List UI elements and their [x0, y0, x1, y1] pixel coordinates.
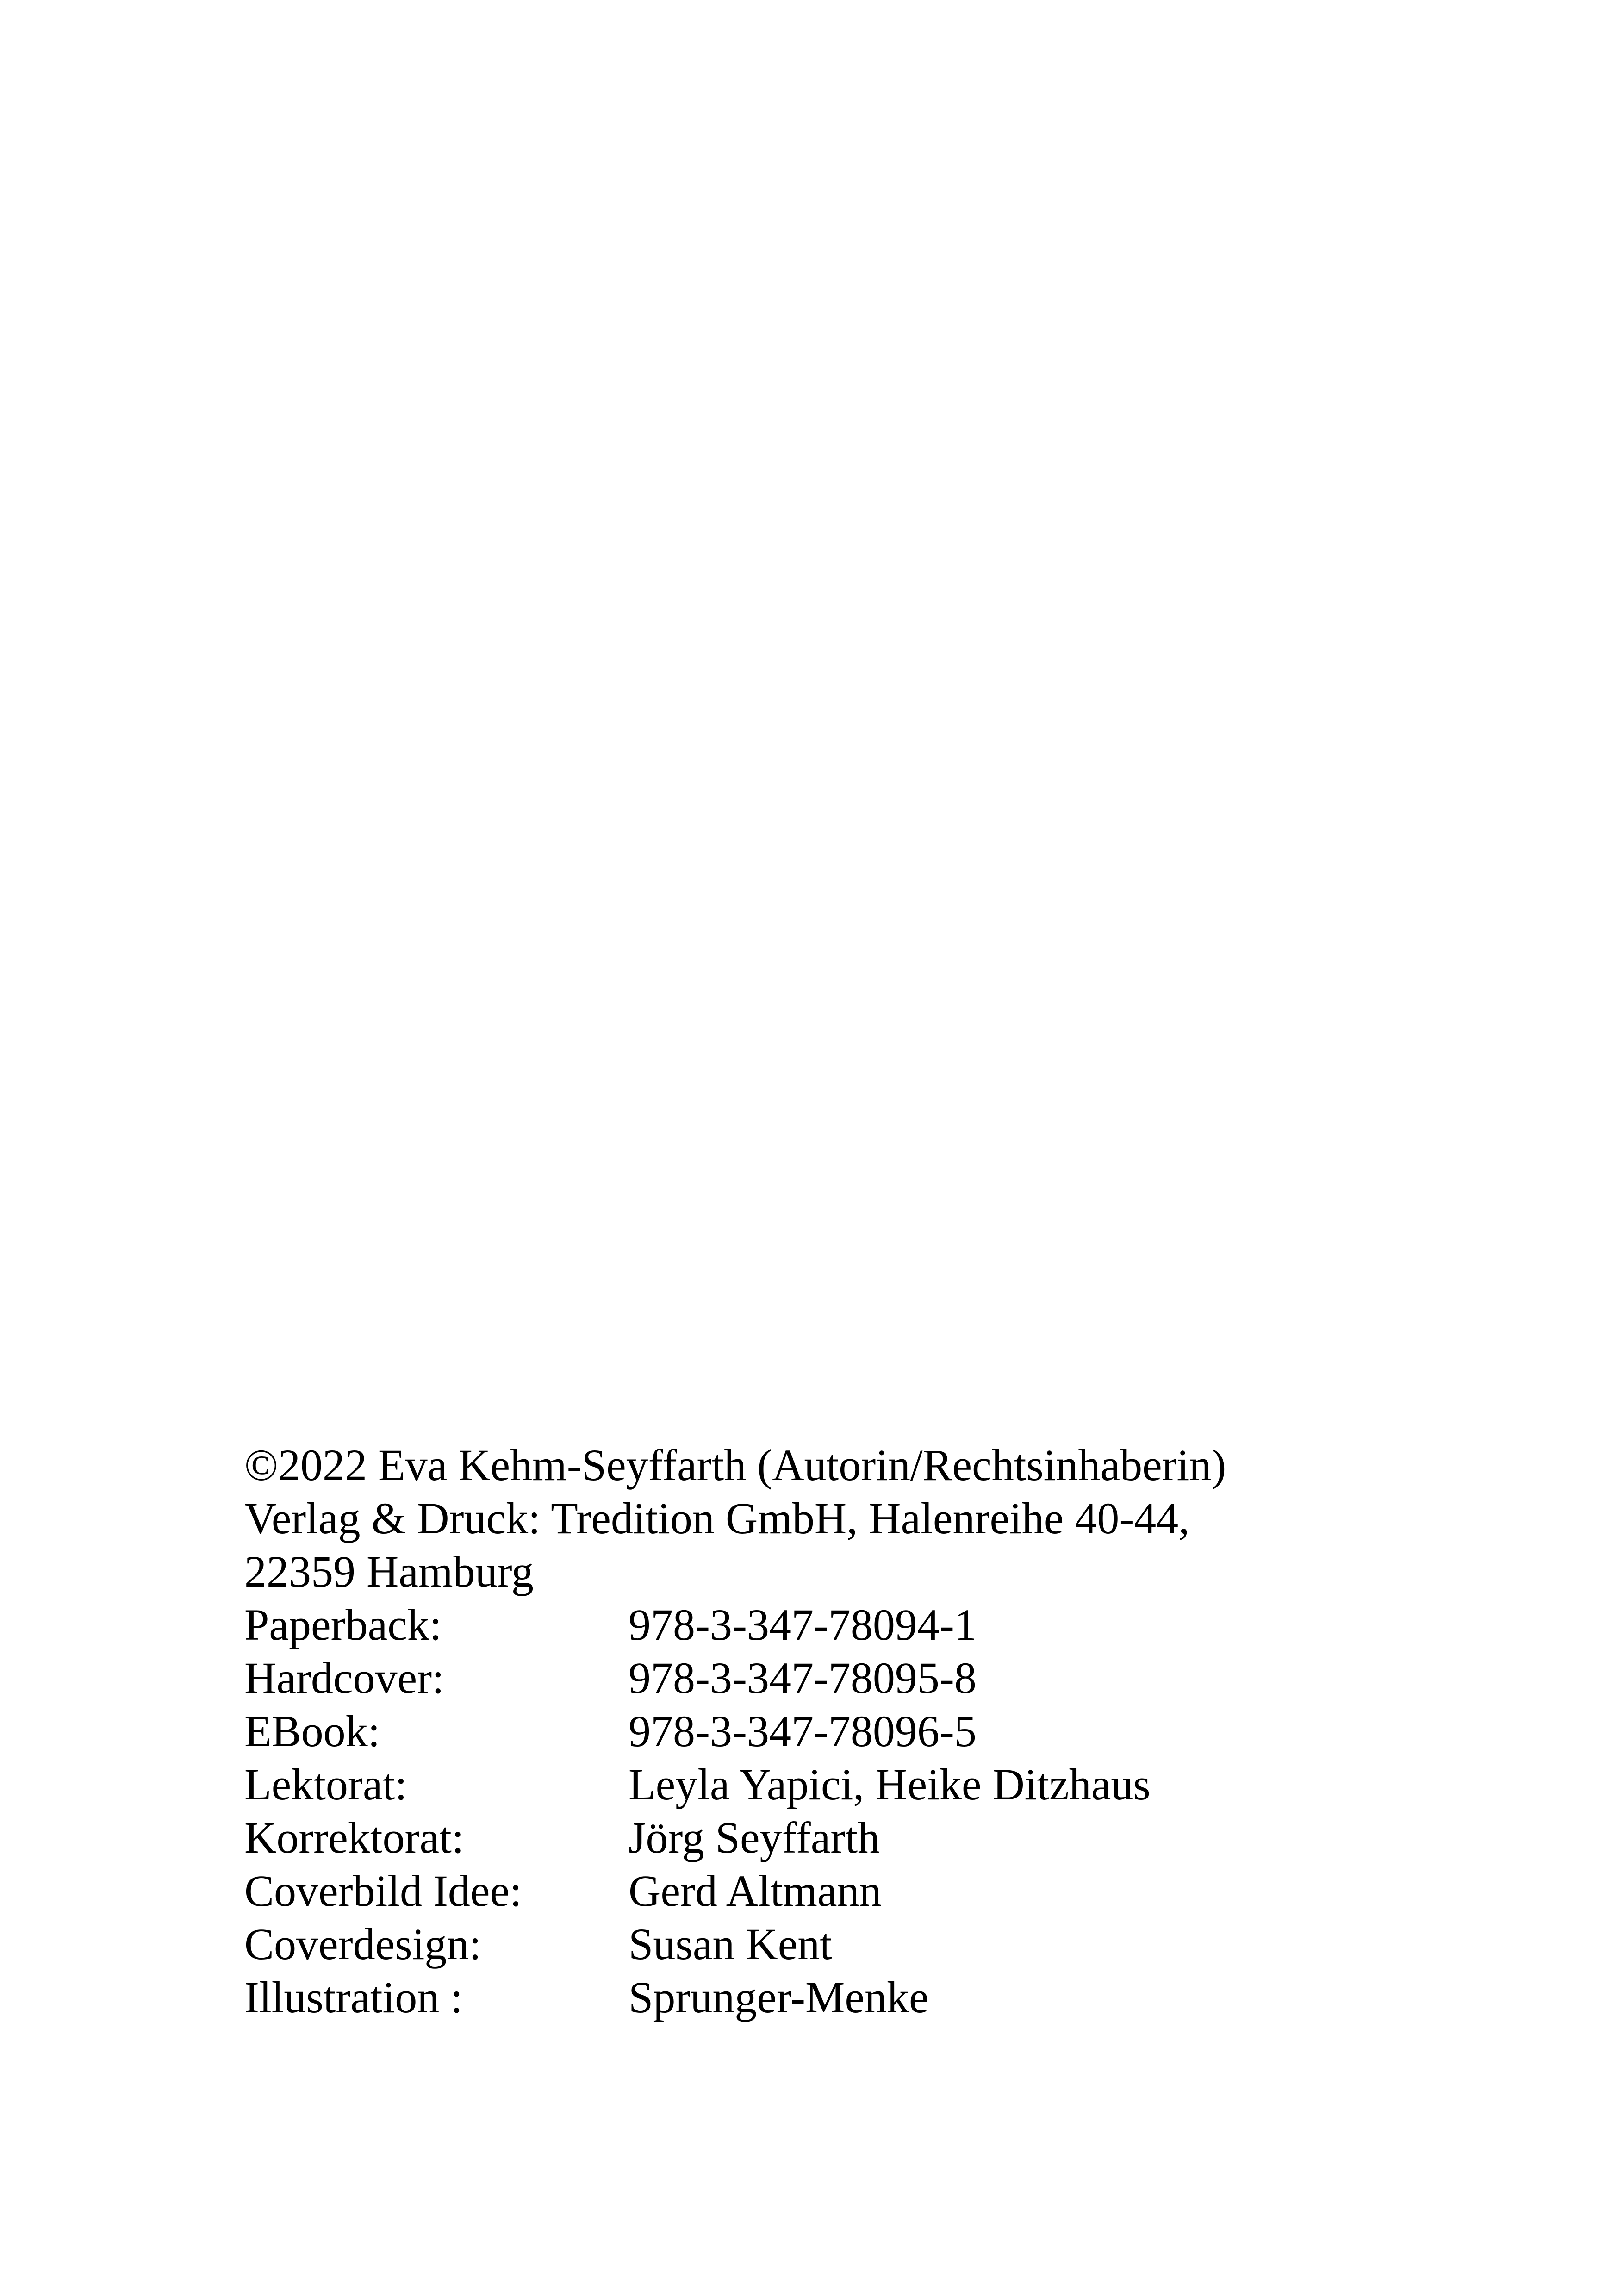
detail-value: 978-3-347-78094-1: [629, 1600, 977, 1649]
detail-value: Jörg Seyffarth: [629, 1813, 880, 1862]
detail-value: 978-3-347-78096-5: [629, 1706, 977, 1756]
detail-label: EBook:: [244, 1706, 380, 1756]
detail-label: Coverdesign:: [244, 1919, 481, 1969]
detail-label: Hardcover:: [244, 1653, 444, 1703]
detail-label: Korrektorat:: [244, 1813, 464, 1862]
detail-value: Gerd Altmann: [629, 1866, 882, 1916]
publisher-line: Verlag & Druck: Tredition GmbH, Halenreihe 40-44,: [244, 1493, 1190, 1543]
copyright-line: ©2022 Eva Kehm-Seyffarth (Autorin/Rechtsinhaberin): [244, 1440, 1226, 1490]
detail-label: Paperback:: [244, 1600, 442, 1649]
publisher-address-line: 22359 Hamburg: [244, 1547, 534, 1596]
detail-value: 978-3-347-78095-8: [629, 1653, 977, 1703]
detail-value: Sprunger-Menke: [629, 1972, 929, 2022]
detail-label: Illustration :: [244, 1972, 463, 2022]
detail-row-coverdesign: [244, 1917, 1448, 1971]
detail-label: Lektorat:: [244, 1760, 407, 1809]
detail-row-korrektorat: [244, 1811, 1448, 1864]
imprint-block: [244, 1438, 1448, 2024]
detail-value: Susan Kent: [629, 1919, 832, 1969]
detail-value: Leyla Yapici, Heike Ditzhaus: [629, 1760, 1151, 1809]
detail-label: Coverbild Idee:: [244, 1866, 522, 1916]
detail-row-illustration: [244, 1971, 1448, 2024]
detail-row-coverbild-idee: [244, 1864, 1448, 1917]
detail-row-hardcover: [244, 1651, 1448, 1705]
detail-row-lektorat: [244, 1758, 1448, 1811]
detail-row-ebook: [244, 1705, 1448, 1758]
detail-row-paperback: [244, 1598, 1448, 1651]
